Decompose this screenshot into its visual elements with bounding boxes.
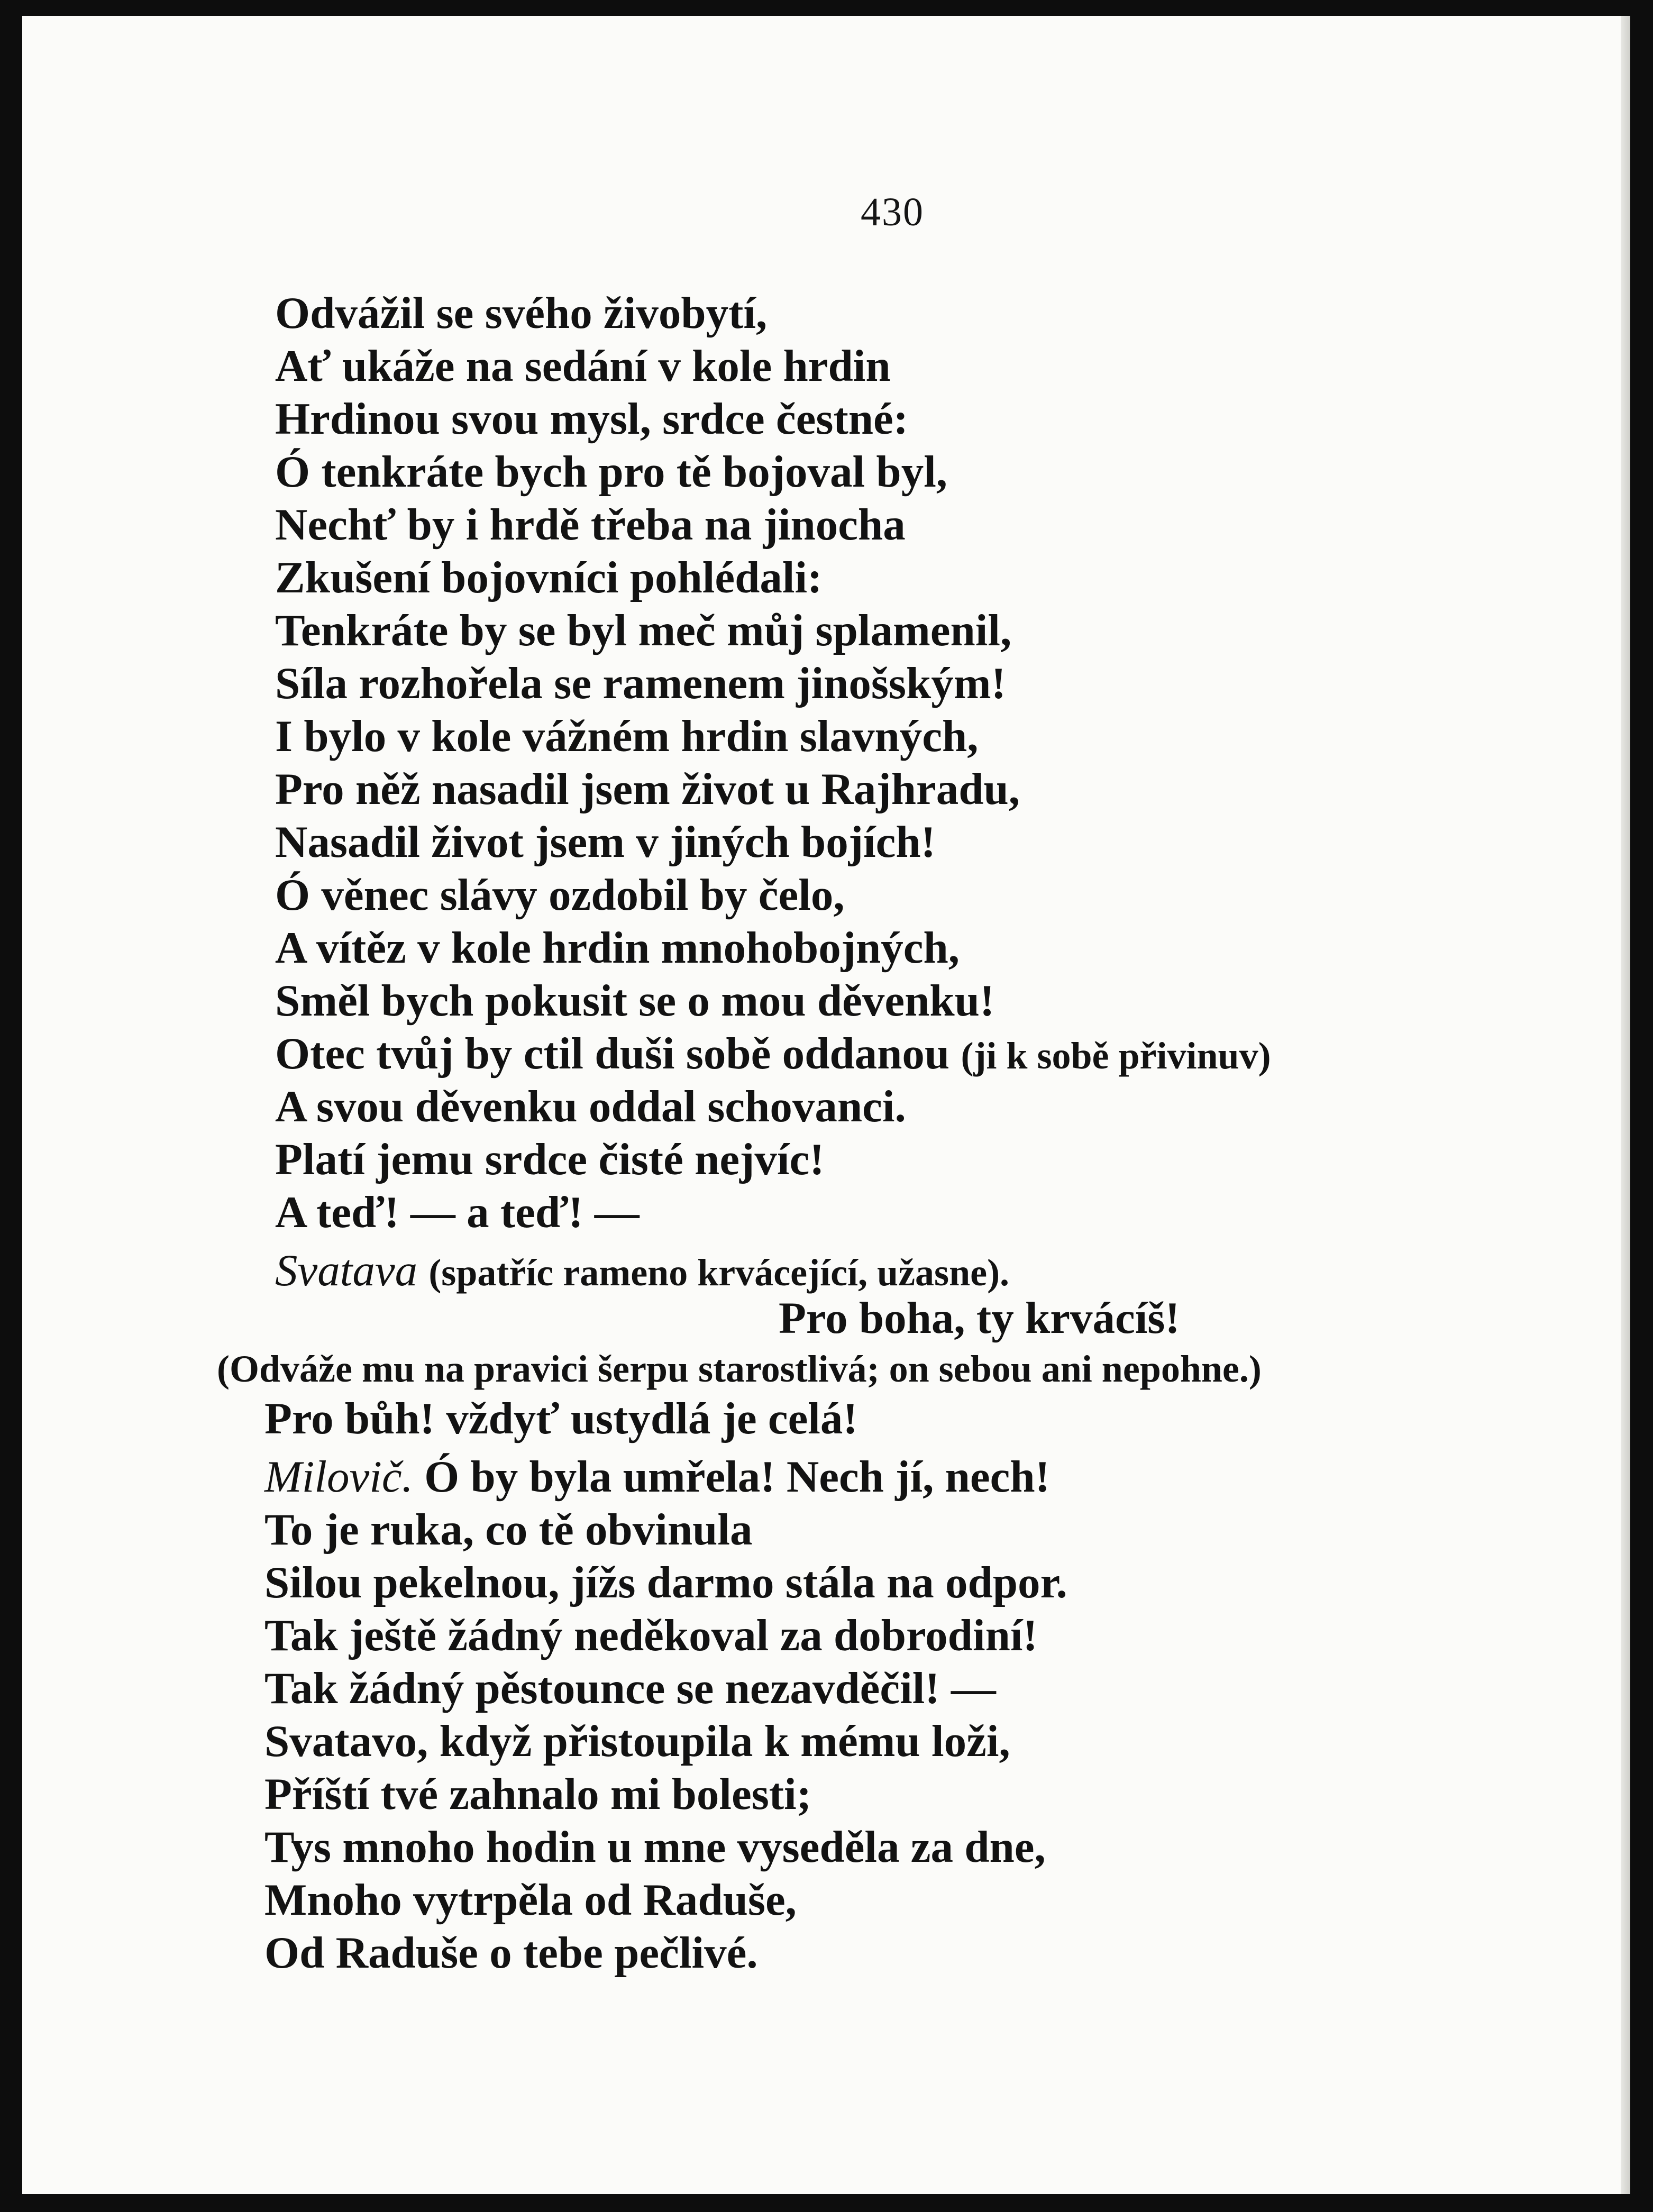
svatava-cue [275,1248,1009,1293]
verse-line: Svatavo, když přistoupila k mému loži, [264,1716,1010,1766]
speaker-name: Svatava [275,1246,418,1295]
verse-line: Směl bych pokusit se o mou děvenku! [275,976,995,1026]
page-edge [1621,16,1630,2194]
verse-line: Ó věnec slávy ozdobil by čelo, [275,870,845,920]
verse-line: A teď! — a teď! — [275,1187,640,1237]
verse-line: To je ruka, co tě obvinula [264,1505,753,1555]
verse-line: Platí jemu srdce čisté nejvíc! [275,1135,825,1184]
verse-line: Odvážil se svého živobytí, [275,288,768,338]
book-page [22,16,1630,2194]
verse-line: Tak ještě žádný neděkoval za dobrodiní! [264,1611,1038,1660]
verse-line: Příští tvé zahnalo mi bolesti; [264,1769,812,1819]
verse-text: Otec tvůj by ctil duši sobě oddanou [275,1029,950,1078]
verse-line: Mnoho vytrpěla od Raduše, [264,1875,797,1925]
verse-line [275,1031,1271,1076]
verse-line: Tys mnoho hodin u mne vyseděla za dne, [264,1822,1046,1872]
milovic-cue [264,1452,1050,1502]
verse-line: Hrdinou svou mysl, srdce čestné: [275,394,909,444]
verse-line: Ať ukáže na sedání v kole hrdin [275,341,891,391]
verse-line: Ó tenkráte bych pro tě bojoval byl, [275,447,948,497]
page-number: 430 [861,190,924,234]
verse-line: I bylo v kole vážném hrdin slavných, [275,711,979,761]
verse-line: A vítěz v kole hrdin mnohobojných, [275,923,960,973]
verse-line: Nechť by i hrdě třeba na jinocha [275,500,906,550]
aside-direction: (ji k sobě přivinuv) [961,1035,1271,1077]
verse-line: Pro bůh! vždyť ustydlá je celá! [264,1394,858,1443]
verse-line: Tak žádný pěstounce se nezavděčil! — [264,1663,996,1713]
verse-line: Silou pekelnou, jížs darmo stála na odpor. [264,1558,1067,1607]
stage-direction-line: (Odváže mu na pravici šerpu starostlivá; on sebou ani nepohne.) [217,1348,1262,1390]
verse-line: Od Raduše o tebe pečlivé. [264,1928,758,1978]
verse-line: Nasadil život jsem v jiných bojích! [275,817,936,867]
verse-line: Pro něž nasadil jsem život u Rajhradu, [275,764,1020,814]
speaker-name: Milovič. [264,1452,413,1502]
verse-line: Zkušení bojovníci pohlédali: [275,553,823,602]
verse-line: A svou děvenku oddal schovanci. [275,1082,906,1131]
verse-line: Pro boha, ty krvácíš! [779,1293,1180,1343]
stage-direction: (spatříc rameno krvácející, užasne). [428,1251,1010,1294]
verse-line: Tenkráte by se byl meč můj splamenil, [275,606,1012,655]
verse-line: Síla rozhořela se ramenem jinošským! [275,659,1006,708]
verse-text: Ó by byla umřela! Nech jí, nech! [424,1452,1050,1502]
